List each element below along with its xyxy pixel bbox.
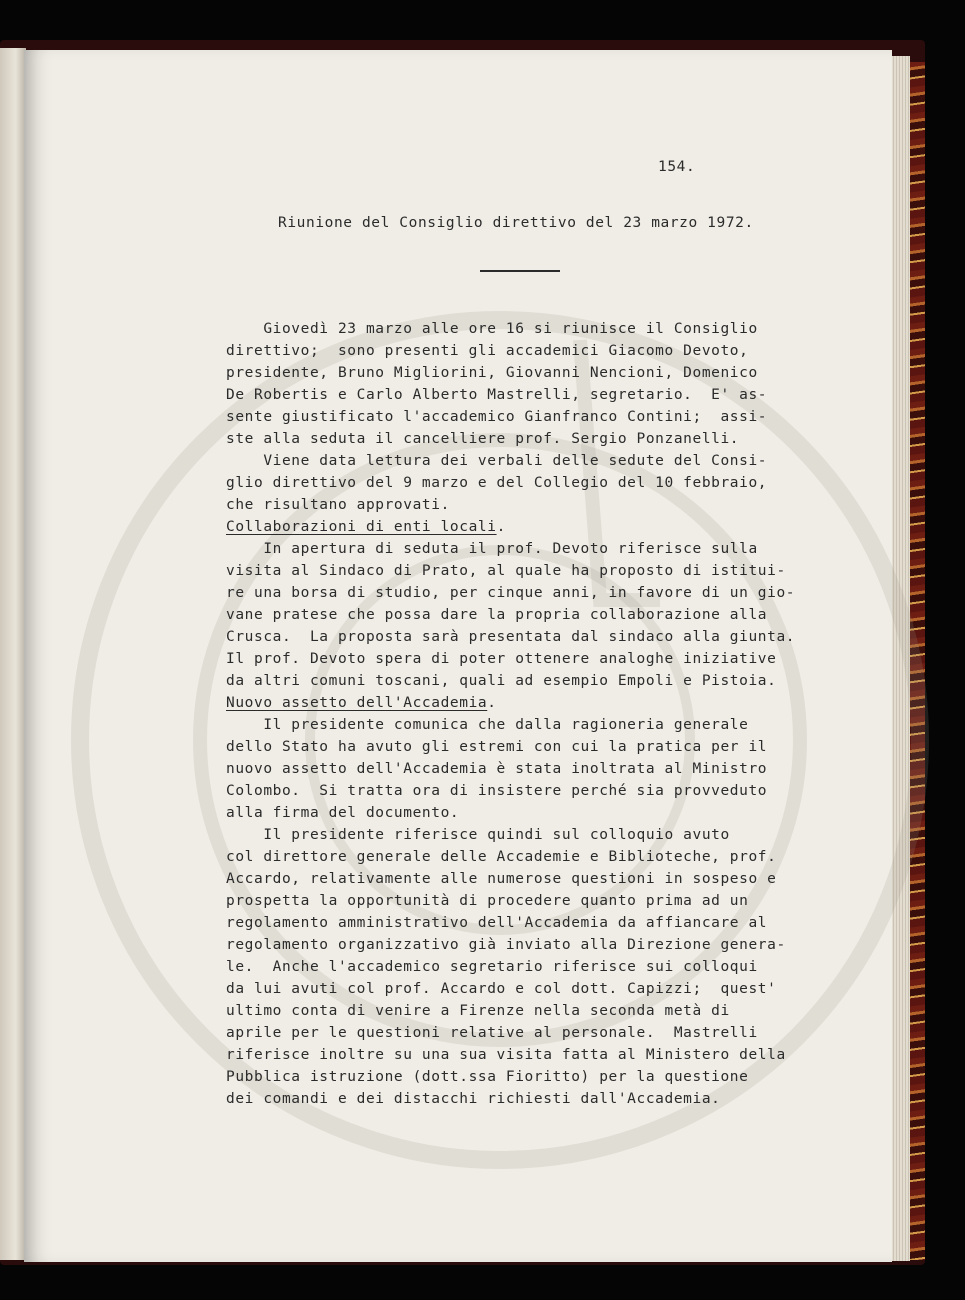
text-line: le. Anche l'accademico segretario riferisce sui colloqui <box>226 959 758 975</box>
text-line: aprile per le questioni relative al personale. Mastrelli <box>226 1025 758 1041</box>
text-line: Il presidente riferisce quindi sul colloquio avuto <box>226 827 730 843</box>
text-line: De Robertis e Carlo Alberto Mastrelli, segretario. E' as- <box>226 387 768 403</box>
text-line: sente giustificato l'accademico Gianfranco Contini; assi- <box>226 409 768 425</box>
text-line: In apertura di seduta il prof. Devoto riferisce sulla <box>226 541 758 557</box>
text-line: Giovedì 23 marzo alle ore 16 si riunisce il Consiglio <box>226 321 758 337</box>
text-line: vane pratese che possa dare la propria collaborazione alla <box>226 607 768 623</box>
text-line: nuovo assetto dell'Accademia è stata inoltrata al Ministro <box>226 761 768 777</box>
document-title: Riunione del Consiglio direttivo del 23 marzo 1972. <box>278 215 754 231</box>
text-line: Il presidente comunica che dalla ragioneria generale <box>226 717 749 733</box>
text-line: regolamento organizzativo già inviato alla Direzione genera- <box>226 937 786 953</box>
text-line: Pubblica istruzione (dott.ssa Fioritto) per la questione <box>226 1069 749 1085</box>
text-line: alla firma del documento. <box>226 805 460 821</box>
text-line: visita al Sindaco di Prato, al quale ha proposto di istitui- <box>226 563 786 579</box>
text-line: Viene data lettura dei verbali delle sedute del Consi- <box>226 453 768 469</box>
text-line: Crusca. La proposta sarà presentata dal sindaco alla giunta. <box>226 629 796 645</box>
document-body <box>226 318 795 1110</box>
text-line: Accardo, relativamente alle numerose questioni in sospeso e <box>226 871 777 887</box>
text-line: glio direttivo del 9 marzo e del Collegio del 10 febbraio, <box>226 475 768 491</box>
text-line: da lui avuti col prof. Accardo e col dott. Capizzi; quest' <box>226 981 777 997</box>
text-line: da altri comuni toscani, quali ad esempio Empoli e Pistoia. <box>226 673 777 689</box>
left-page-edge <box>0 48 26 1260</box>
text-line: Il prof. Devoto spera di poter ottenere analoghe iniziative <box>226 651 777 667</box>
text-line: dei comandi e dei distacchi richiesti dall'Accademia. <box>226 1091 721 1107</box>
text-line: Colombo. Si tratta ora di insistere perché sia provveduto <box>226 783 768 799</box>
text-line: presidente, Bruno Migliorini, Giovanni Nencioni, Domenico <box>226 365 758 381</box>
text-line: riferisce inoltre su una sua visita fatta al Ministero della <box>226 1047 786 1063</box>
text-line: che risultano approvati. <box>226 497 450 513</box>
text-line: dello Stato ha avuto gli estremi con cui la pratica per il <box>226 739 768 755</box>
title-rule <box>480 270 560 272</box>
text-line: direttivo; sono presenti gli accademici Giacomo Devoto, <box>226 343 749 359</box>
page-number: 154. <box>658 159 696 175</box>
text-line: ultimo conta di venire a Firenze nella seconda metà di <box>226 1003 730 1019</box>
text-line: re una borsa di studio, per cinque anni, in favore di un gio- <box>226 585 796 601</box>
section-heading: Nuovo assetto dell'Accademia. <box>226 695 497 711</box>
text-line: regolamento amministrativo dell'Accademia da affiancare al <box>226 915 768 931</box>
text-line: col direttore generale delle Accademie e Biblioteche, prof. <box>226 849 777 865</box>
text-line: ste alla seduta il cancelliere prof. Sergio Ponzanelli. <box>226 431 740 447</box>
text-line: prospetta la opportunità di procedere quanto prima ad un <box>226 893 749 909</box>
section-heading: Collaborazioni di enti locali. <box>226 519 506 535</box>
